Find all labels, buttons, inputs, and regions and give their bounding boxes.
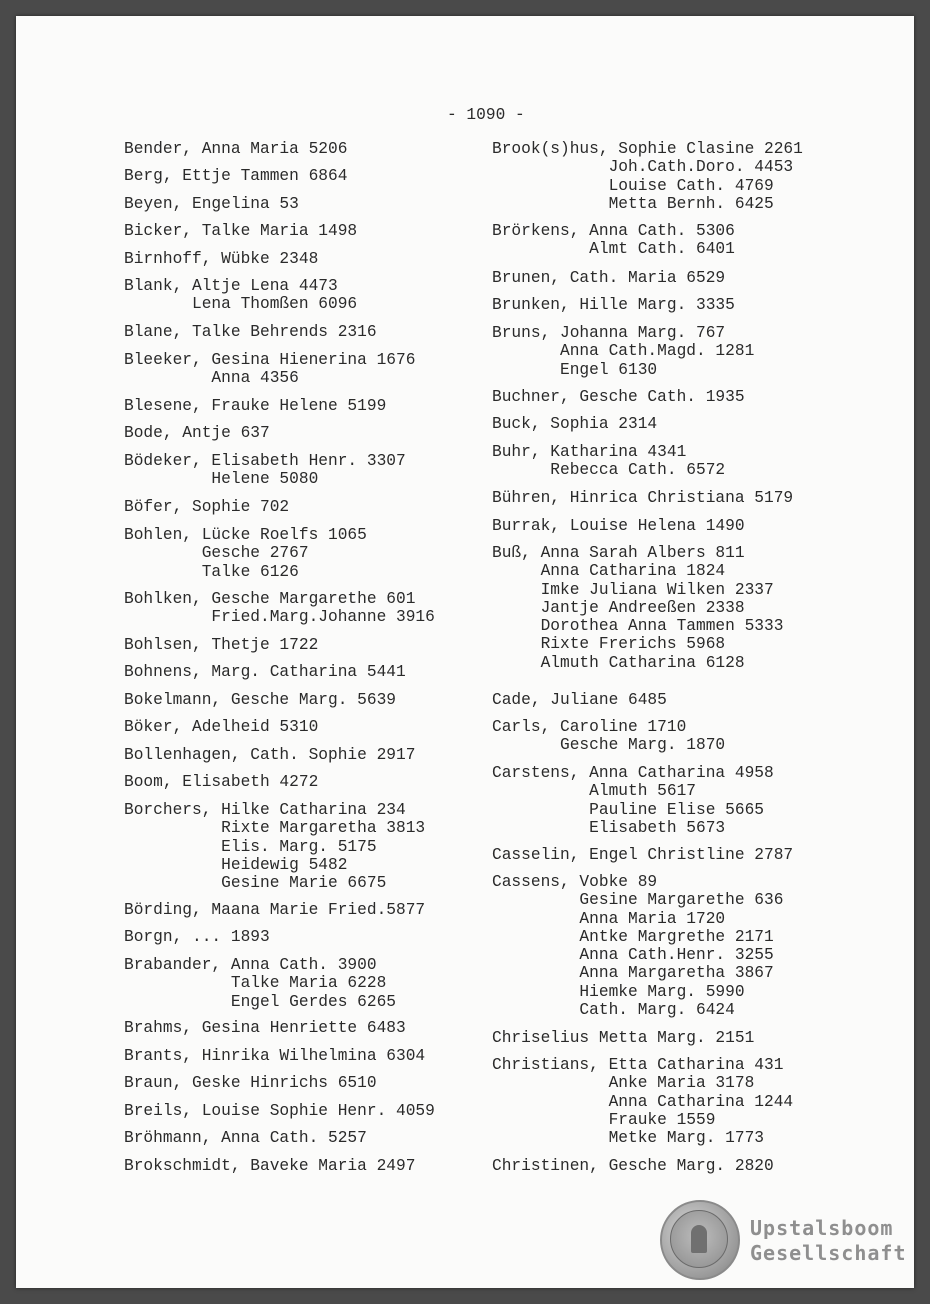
index-entry-line: Blank, Altje Lena 4473 [124,277,338,295]
index-entry-line: Braun, Geske Hinrichs 6510 [124,1074,377,1092]
index-entry-line: Helene 5080 [124,470,319,489]
index-entry-line: Bohlsen, Thetje 1722 [124,636,319,654]
index-entry-line: Anna 4356 [124,369,299,388]
index-entry-line: Engel Gerdes 6265 [124,992,396,1011]
index-entry-line: Elisabeth 5673 [492,818,726,837]
index-entry-line: Beyen, Engelina 53 [124,195,299,213]
index-entry-line: Brants, Hinrika Wilhelmina 6304 [124,1047,426,1065]
index-entry-line: Buß, Anna Sarah Albers 811 [492,544,745,562]
index-entry-line: Talke Maria 6228 [124,974,387,993]
index-entry-line: Elis. Marg. 5175 [124,837,377,856]
index-entry-line: Almuth 5617 [492,782,696,801]
index-entry-line: Gesine Marie 6675 [124,874,387,893]
society-logo-text [750,1216,907,1266]
index-entry-line: Talke 6126 [124,562,299,581]
index-entry-line: Anna Cath.Henr. 3255 [492,946,774,965]
index-entry-line: Borchers, Hilke Catharina 234 [124,801,406,819]
index-entry-line: Brokschmidt, Baveke Maria 2497 [124,1157,416,1175]
index-entry-line: Metke Marg. 1773 [492,1129,764,1148]
index-entry-line: Breils, Louise Sophie Henr. 4059 [124,1102,435,1120]
page-number: - 1090 - [447,106,525,124]
index-entry-line: Burrak, Louise Helena 1490 [492,517,745,535]
index-entry-line: Anke Maria 3178 [492,1074,755,1093]
index-entry-line: Chriselius Metta Marg. 2151 [492,1029,755,1047]
index-entry-line: Bühren, Hinrica Christiana 5179 [492,489,794,507]
index-entry-line: Hiemke Marg. 5990 [492,982,745,1001]
index-entry-line: Blane, Talke Behrends 2316 [124,323,377,341]
index-entry-line: Anna Cath.Magd. 1281 [492,342,755,361]
document-page [16,16,914,1288]
index-entry-line: Bruns, Johanna Marg. 767 [492,324,726,342]
index-entry-line: Buck, Sophia 2314 [492,415,658,433]
index-entry-line: Louise Cath. 4769 [492,176,774,195]
index-entry-line: Anna Catharina 1824 [492,562,726,581]
index-entry-line: Christians, Etta Catharina 431 [492,1056,784,1074]
index-entry-line: Bode, Antje 637 [124,424,270,442]
index-entry-line: Cath. Marg. 6424 [492,1001,735,1020]
seal-emblem-icon [670,1210,728,1268]
index-entry-line: Börding, Maana Marie Fried.5877 [124,901,426,919]
index-entry-line: Anna Maria 1720 [492,909,726,928]
index-entry-line: Rebecca Cath. 6572 [492,461,726,480]
index-entry-line: Bröhmann, Anna Cath. 5257 [124,1129,367,1147]
index-entry-line: Birnhoff, Wübke 2348 [124,250,319,268]
index-entry-line: Buchner, Gesche Cath. 1935 [492,388,745,406]
index-entry-line: Joh.Cath.Doro. 4453 [492,158,794,177]
index-entry-line: Gesche Marg. 1870 [492,736,726,755]
index-entry-line: Cade, Juliane 6485 [492,691,667,709]
index-entry-line: Böker, Adelheid 5310 [124,718,319,736]
index-entry-line: Cassens, Vobke 89 [492,873,658,891]
index-entry-line: Rixte Frerichs 5968 [492,635,726,654]
index-entry-line: Brörkens, Anna Cath. 5306 [492,222,735,240]
index-entry-line: Brahms, Gesina Henriette 6483 [124,1019,406,1037]
index-entry-line: Casselin, Engel Christline 2787 [492,846,794,864]
index-entry-line: Brabander, Anna Cath. 3900 [124,956,377,974]
index-entry-line: Dorothea Anna Tammen 5333 [492,617,784,636]
index-entry-line: Gesche 2767 [124,544,309,563]
index-entry-line: Carstens, Anna Catharina 4958 [492,764,774,782]
index-entry-line: Anna Catharina 1244 [492,1092,794,1111]
index-entry-line: Berg, Ettje Tammen 6864 [124,167,348,185]
society-seal-logo [660,1200,740,1280]
index-entry-line: Metta Bernh. 6425 [492,194,774,213]
index-entry-line: Bohnens, Marg. Catharina 5441 [124,663,406,681]
index-entry-line: Brunken, Hille Marg. 3335 [492,296,735,314]
index-entry-line: Bohlen, Lücke Roelfs 1065 [124,526,367,544]
index-entry-line: Christinen, Gesche Marg. 2820 [492,1157,774,1175]
index-entry-line: Böfer, Sophie 702 [124,498,290,516]
index-entry-line: Anna Margaretha 3867 [492,964,774,983]
index-entry-line: Bender, Anna Maria 5206 [124,140,348,158]
index-entry-line: Blesene, Frauke Helene 5199 [124,397,387,415]
index-entry-line: Engel 6130 [492,360,658,379]
index-entry-line: Lena Thomßen 6096 [124,295,358,314]
index-entry-line: Brunen, Cath. Maria 6529 [492,269,726,287]
index-entry-line: Bokelmann, Gesche Marg. 5639 [124,691,396,709]
index-entry-line: Fried.Marg.Johanne 3916 [124,608,435,627]
society-name-line-2: Gesellschaft [750,1241,907,1265]
index-entry-line: Rixte Margaretha 3813 [124,819,426,838]
index-entry-line: Bödeker, Elisabeth Henr. 3307 [124,452,406,470]
society-name-line-1: Upstalsboom [750,1216,894,1240]
index-entry-line: Bohlken, Gesche Margarethe 601 [124,590,416,608]
index-entry-line: Frauke 1559 [492,1110,716,1129]
index-entry-line: Heidewig 5482 [124,855,348,874]
index-entry-line: Buhr, Katharina 4341 [492,443,687,461]
index-entry-line: Gesine Margarethe 636 [492,891,784,910]
index-entry-line: Imke Juliana Wilken 2337 [492,580,774,599]
index-entry-line: Brook(s)hus, Sophie Clasine 2261 [492,140,803,158]
index-entry-line: Carls, Caroline 1710 [492,718,687,736]
index-entry-line: Jantje Andreeßen 2338 [492,598,745,617]
index-entry-line: Pauline Elise 5665 [492,800,764,819]
index-entry-line: Antke Margrethe 2171 [492,927,774,946]
index-entry-line: Bleeker, Gesina Hienerina 1676 [124,351,416,369]
index-entry-line: Almuth Catharina 6128 [492,653,745,672]
index-entry-line: Bollenhagen, Cath. Sophie 2917 [124,746,416,764]
index-entry-line: Borgn, ... 1893 [124,928,270,946]
index-entry-line: Boom, Elisabeth 4272 [124,773,319,791]
index-entry-line: Almt Cath. 6401 [492,240,735,259]
index-entry-line: Bicker, Talke Maria 1498 [124,222,358,240]
